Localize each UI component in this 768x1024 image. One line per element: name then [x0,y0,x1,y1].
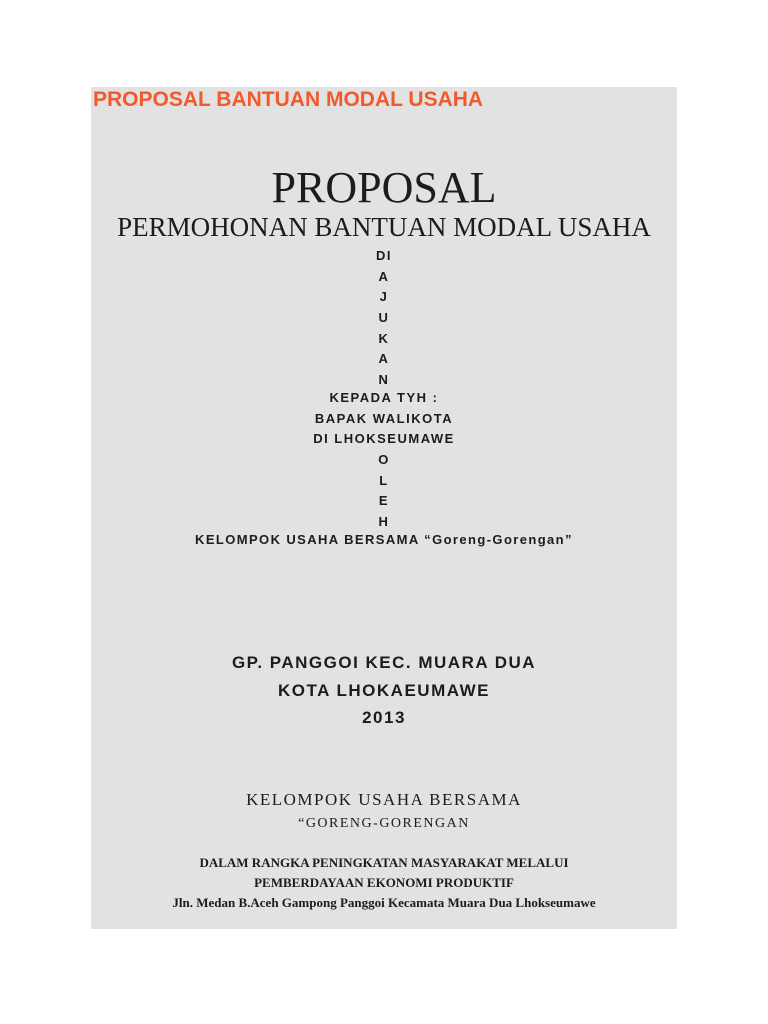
vertical-letter: H [378,514,390,530]
recipient-line: KEPADA TYH : [329,390,439,405]
vertical-letter: U [378,310,390,326]
location-line: KOTA LHOKAEUMAWE [278,680,490,700]
vertical-letter: E [378,493,390,509]
recipient-line: BAPAK WALIKOTA [314,410,454,426]
document-subtitle: PERMOHONAN BANTUAN MODAL USAHA [117,212,651,242]
vertical-letter: L [379,472,389,488]
vertical-letter: O [378,452,390,467]
location-block [91,649,677,732]
footer-line: DALAM RANGKA PENINGKATAN MASYARAKAT MELALUI [199,855,569,870]
vertical-letter: A [378,351,390,367]
document-title: PROPOSAL [271,163,497,212]
group-name: KELOMPOK USAHA BERSAMA “Goreng-Gorengan” [195,532,573,547]
group-decorative-title: KELOMPOK USAHA BERSAMA [246,790,522,809]
header-title: PROPOSAL BANTUAN MODAL USAHA [93,88,484,111]
year: 2013 [362,708,406,727]
document-page [91,87,677,929]
address-line: Jln. Medan B.Aceh Gampong Panggoi Kecamata Muara Dua Lhokseumawe [172,895,596,910]
vertical-letter: J [379,289,389,305]
vertical-oleh [91,450,677,533]
vertical-letter: N [378,372,390,388]
vertical-diajukan [91,246,677,391]
group-decorative-name: “GORENG-GORENGAN [298,816,470,831]
footer-block [91,853,677,913]
location-line: GP. PANGGOI KEC. MUARA DUA [231,653,537,672]
footer-line: PEMBERDAYAAN EKONOMI PRODUKTIF [254,875,514,890]
vertical-letter: DI [376,248,392,263]
recipient-line: DI LHOKSEUMAWE [313,431,455,447]
vertical-letter: A [378,268,390,284]
recipient-block [91,388,677,450]
vertical-letter: K [378,330,390,346]
